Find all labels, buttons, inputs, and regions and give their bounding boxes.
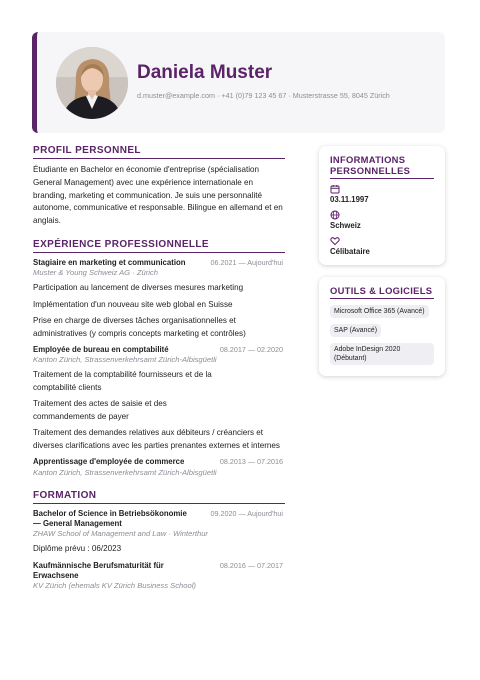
job-date: 06.2021 — Aujourd'hui <box>210 257 283 267</box>
school-name: ZHAW School of Management and Law · Winterthur <box>33 529 208 538</box>
job-title: Apprentissage d'employée de commerce <box>33 457 185 467</box>
education-entry <box>33 561 285 591</box>
tools-card <box>319 277 445 376</box>
job-title: Employée de bureau en comptabilité <box>33 345 169 355</box>
globe-icon <box>330 210 340 220</box>
education-date: 09.2020 — Aujourd'hui <box>210 508 283 518</box>
skill-tag: Microsoft Office 365 (Avancé) <box>330 305 429 318</box>
job-duty: Traitement des actes de saisie et des commandements de payer <box>33 399 167 421</box>
main-column <box>33 145 285 591</box>
skill-tag: SAP (Avancé) <box>330 324 381 337</box>
calendar-icon <box>330 184 340 194</box>
contact-details: d.muster@example.com · +41 (0)79 123 45 67 · Musterstrasse 55, 8045 Zürich <box>137 91 390 100</box>
job-entry <box>33 457 285 477</box>
info-text: 03.11.1997 <box>330 195 369 204</box>
education-section-title: FORMATION <box>33 490 285 504</box>
heart-icon <box>330 236 340 246</box>
candidate-name: Daniela Muster <box>137 62 273 83</box>
school-name: KV Zürich (ehemals KV Zürich Business School) <box>33 580 196 590</box>
job-company: Kanton Zürich, Strassenverkehrsamt Zürich-Albisgüetli <box>33 355 217 365</box>
job-date: 08.2017 — 02.2020 <box>219 345 283 355</box>
profile-photo <box>56 47 128 119</box>
resume-header <box>32 32 445 133</box>
job-duty: Participation au lancement de diverses mesures marketing <box>33 283 244 293</box>
education-entry <box>33 509 285 556</box>
job-entry <box>33 258 285 340</box>
profile-section-title: PROFIL PERSONNEL <box>33 145 285 159</box>
info-birthdate <box>330 184 434 205</box>
info-marital-status <box>330 236 434 257</box>
info-text: Célibataire <box>330 247 370 256</box>
personal-info-card <box>319 146 445 265</box>
personal-info-title: INFORMATIONS PERSONNELLES <box>330 154 434 179</box>
tools-title: OUTILS & LOGICIELS <box>330 285 434 299</box>
job-date: 08.2013 — 07.2016 <box>219 457 283 467</box>
education-date: 08.2016 — 07.2017 <box>219 560 283 570</box>
job-duty: Prise en charge de diverses tâches organisationnelles et administratives (y compris concepts marketing et contrôles) <box>33 316 246 338</box>
job-duty: Traitement des demandes relatives aux débiteurs / créanciers et diverses clarifications avec les parties prenantes externes et internes <box>33 428 280 450</box>
education-note: Diplôme prévu : 06/2023 <box>33 544 122 553</box>
job-duty: Traitement de la comptabilité fournisseurs et de la comptabilité clients <box>33 370 212 392</box>
degree-title: Bachelor of Science in Betriebsökonomie — General Management <box>33 508 187 528</box>
job-company: Kanton Zürich, Strassenverkehrsamt Zürich-Albisgüetli <box>33 467 217 477</box>
job-company: Muster & Young Schweiz AG · Zürich <box>33 268 158 278</box>
experience-section-title: EXPÉRIENCE PROFESSIONNELLE <box>33 239 285 253</box>
job-duty: Implémentation d'un nouveau site web global en Suisse <box>33 299 233 309</box>
profile-summary: Étudiante en Bachelor en économie d'entreprise (spécialisation General Management) avec une expérience internationale en branding, marketing et communication. Je suis une personnalité autonome, communicative et responsable. Bilingue en allemand et en anglais. <box>33 165 283 226</box>
info-nationality <box>330 210 434 231</box>
portrait-image <box>56 47 128 119</box>
skill-tag: Adobe InDesign 2020 (Débutant) <box>330 343 434 365</box>
job-title: Stagiaire en marketing et communication <box>33 257 186 267</box>
degree-title: Kaufmännische Berufsmaturität für Erwachsene <box>33 560 164 580</box>
info-text: Schweiz <box>330 221 361 230</box>
job-entry <box>33 345 285 452</box>
